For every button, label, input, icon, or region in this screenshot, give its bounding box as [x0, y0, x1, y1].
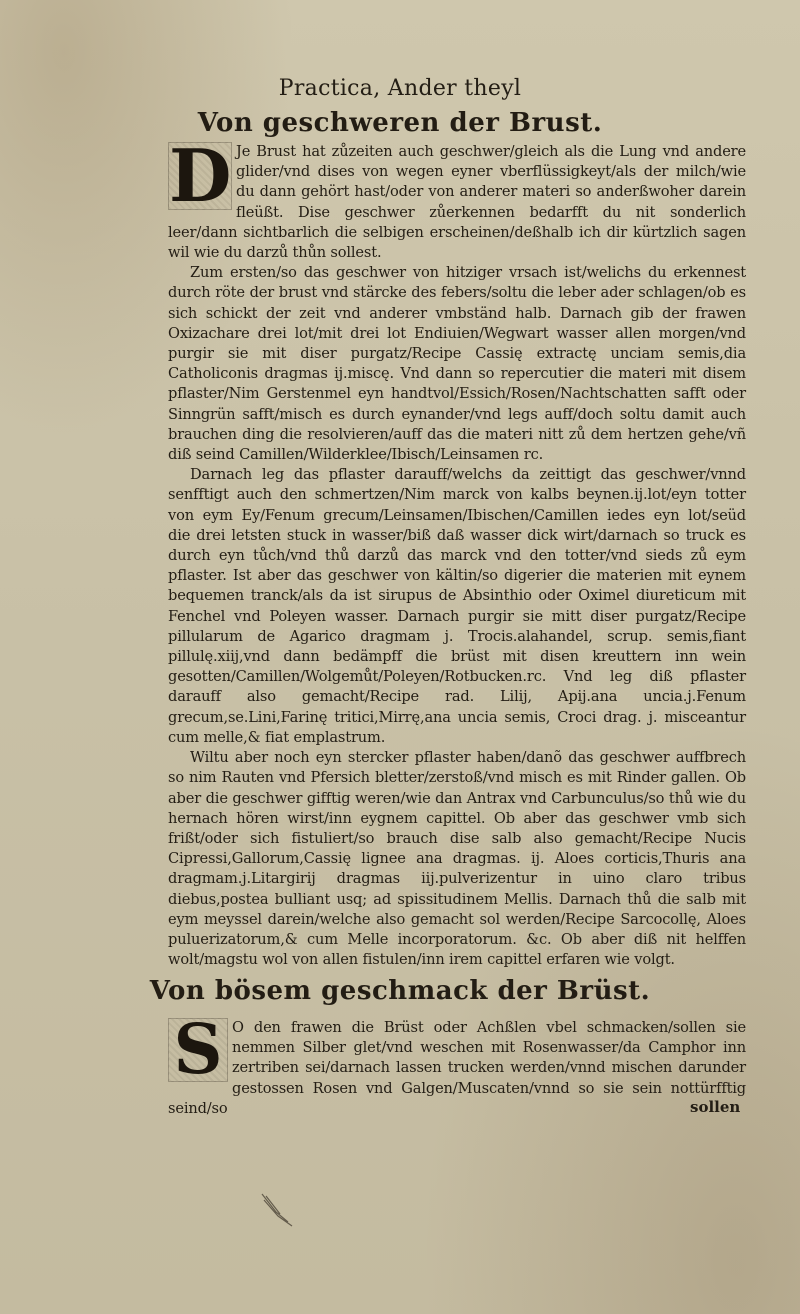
paragraph-5-text: O den frawen die Brüst oder Achßlen vbel schmacken/sollen sie nemmen Silber glet/vnd weschen mit Rosenwasser/da Camphor inn zertriben sei/darnach lassen trucken werden/vnnd mischen darunder gestossen Rosen vnd Galgen/Muscaten/vnnd so sie sein nottürfftig seind/so [168, 1019, 746, 1117]
chapter-title-breast-abscesses: Von geschweren der Brust. [197, 108, 603, 138]
chapter-body-breast-abscesses [168, 133, 746, 972]
paragraph-5 [168, 1010, 746, 1119]
ink-smudge-mark [258, 1192, 298, 1228]
dropcap-s: S [168, 1018, 228, 1082]
paragraph-4: Wiltu aber noch eyn stercker pflaster haben/danõ das geschwer auffbrech so nim Rauten vnd Pfersich bletter/zerstoß/vnd misch es mit Rinder gallen. Ob aber die geschwer gifftig weren/wie dan Antrax vnd Carbunculus/so thů wie du hernach hören wirst/inn eygnem capittel. Ob aber das geschwer vmb sich frißt/oder sich fistuliert/so brauch dise salb also gemacht/Recipe Nucis Cipressi,Gallorum,Cassię lignee ana dragmas. ij. Aloes corticis,Thuris ana dragmam.j.Litargirij dragmas iij.pulverizentur in uino claro tribus diebus,postea bulliant usq; ad spissitudinem Mellis. Darnach thů die salb mit eym meyssel darein/welche also gemacht sol werden/Recipe Sarcocollę, Aloes puluerizatorum,& cum Melle incorporatorum. &c. Ob aber diß nit helffen wolt/magstu wol von allen fistulen/inn irem capittel erfaren wie volgt. [168, 749, 746, 969]
paragraph-1 [168, 133, 746, 263]
paragraph-1-text: Je Brust hat zůzeiten auch geschwer/gleich als die Lung vnd andere glider/vnd dises von wegen eyner vberflüssigkeyt/als der milch/wie du dann gehört hast/oder von anderer materi so anderßwoher darein fleüßt. Dise geschwer zůerkennen bedarfft du nit sonderlich leer/dann sichtbarlich die selbigen erscheinen/deßhalb ich dir kürtzlich sagen wil wie du darzů thůn sollest. [168, 143, 746, 262]
chapter-title-breast-odor: Von bösem geschmack der Brüst. [149, 976, 651, 1006]
running-head: Practica, Ander theyl [278, 76, 522, 101]
paragraph-2: Zum ersten/so das geschwer von hitziger vrsach ist/welichs du erkennest durch röte der brust vnd stärcke des febers/soltu die leber ader schlagen/ob es sich schickt der zeit vnd anderer vmbständ halb. Darnach gib der frawen Oxizachare drei lot/mit drei lot Endiuien/Wegwart wasser allen morgen/vnd purgir sie mit diser purgatz/Recipe Cassię extractę unciam semis,dia Catholiconis dragmas ij.miscę. Vnd dann so repercutier die materi mit disem pflaster/Nim Gerstenmel eyn handtvol/Essich/Rosen/Nachtschatten safft oder Sinngrün safft/misch es durch eynander/vnd legs auff/doch soltu damit auch brauchen ding die resolvieren/auff das die materi nitt zů dem hertzen gehe/vñ diß seind Camillen/Wilderklee/Ibisch/Leinsamen rc. [168, 264, 746, 464]
chapter-body-breast-odor [168, 1010, 746, 1128]
dropcap-d: D [169, 133, 232, 218]
paragraph-3: Darnach leg das pflaster darauff/welchs da zeittigt das geschwer/vnnd senfftigt auch den schmertzen/Nim marck von kalbs beynen.ij.lot/eyn totter von eym Ey/Fenum grecum/Leinsamen/Ibischen/Camillen iedes eyn lot/seüd die drei letsten stuck in wasser/biß daß wasser dick wirt/darnach so truck es durch eyn tůch/vnd thů darzů das marck vnd den totter/vnd sieds zů eym pflaster. Ist aber das geschwer von kältin/so digerier die materien mit eynem bequemen tranck/als da ist sirupus de Absinthio oder Oximel diureticum mit Fenchel vnd Poleyen wasser. Darnach purgir sie mitt diser purgatz/Recipe pillularum de Agarico dragmam j. Trocis.alahandel, scrup. semis,fiant pillulę.xiij,vnd dann bedämpff die brüst mit disen kreuttern inn wein gesotten/Camillen/Wolgemůt/Poleyen/Rotbucken.rc. Vnd leg diß pflaster darauff also gemacht/Recipe rad. Lilij, Apij.ana uncia.j.Fenum grecum,se.Lini,Farinę tritici,Mirrę,ana uncia semis, Croci drag. j. misceantur cum melle,& fiat emplastrum. [168, 466, 746, 746]
catchword: sollen [690, 1098, 741, 1116]
